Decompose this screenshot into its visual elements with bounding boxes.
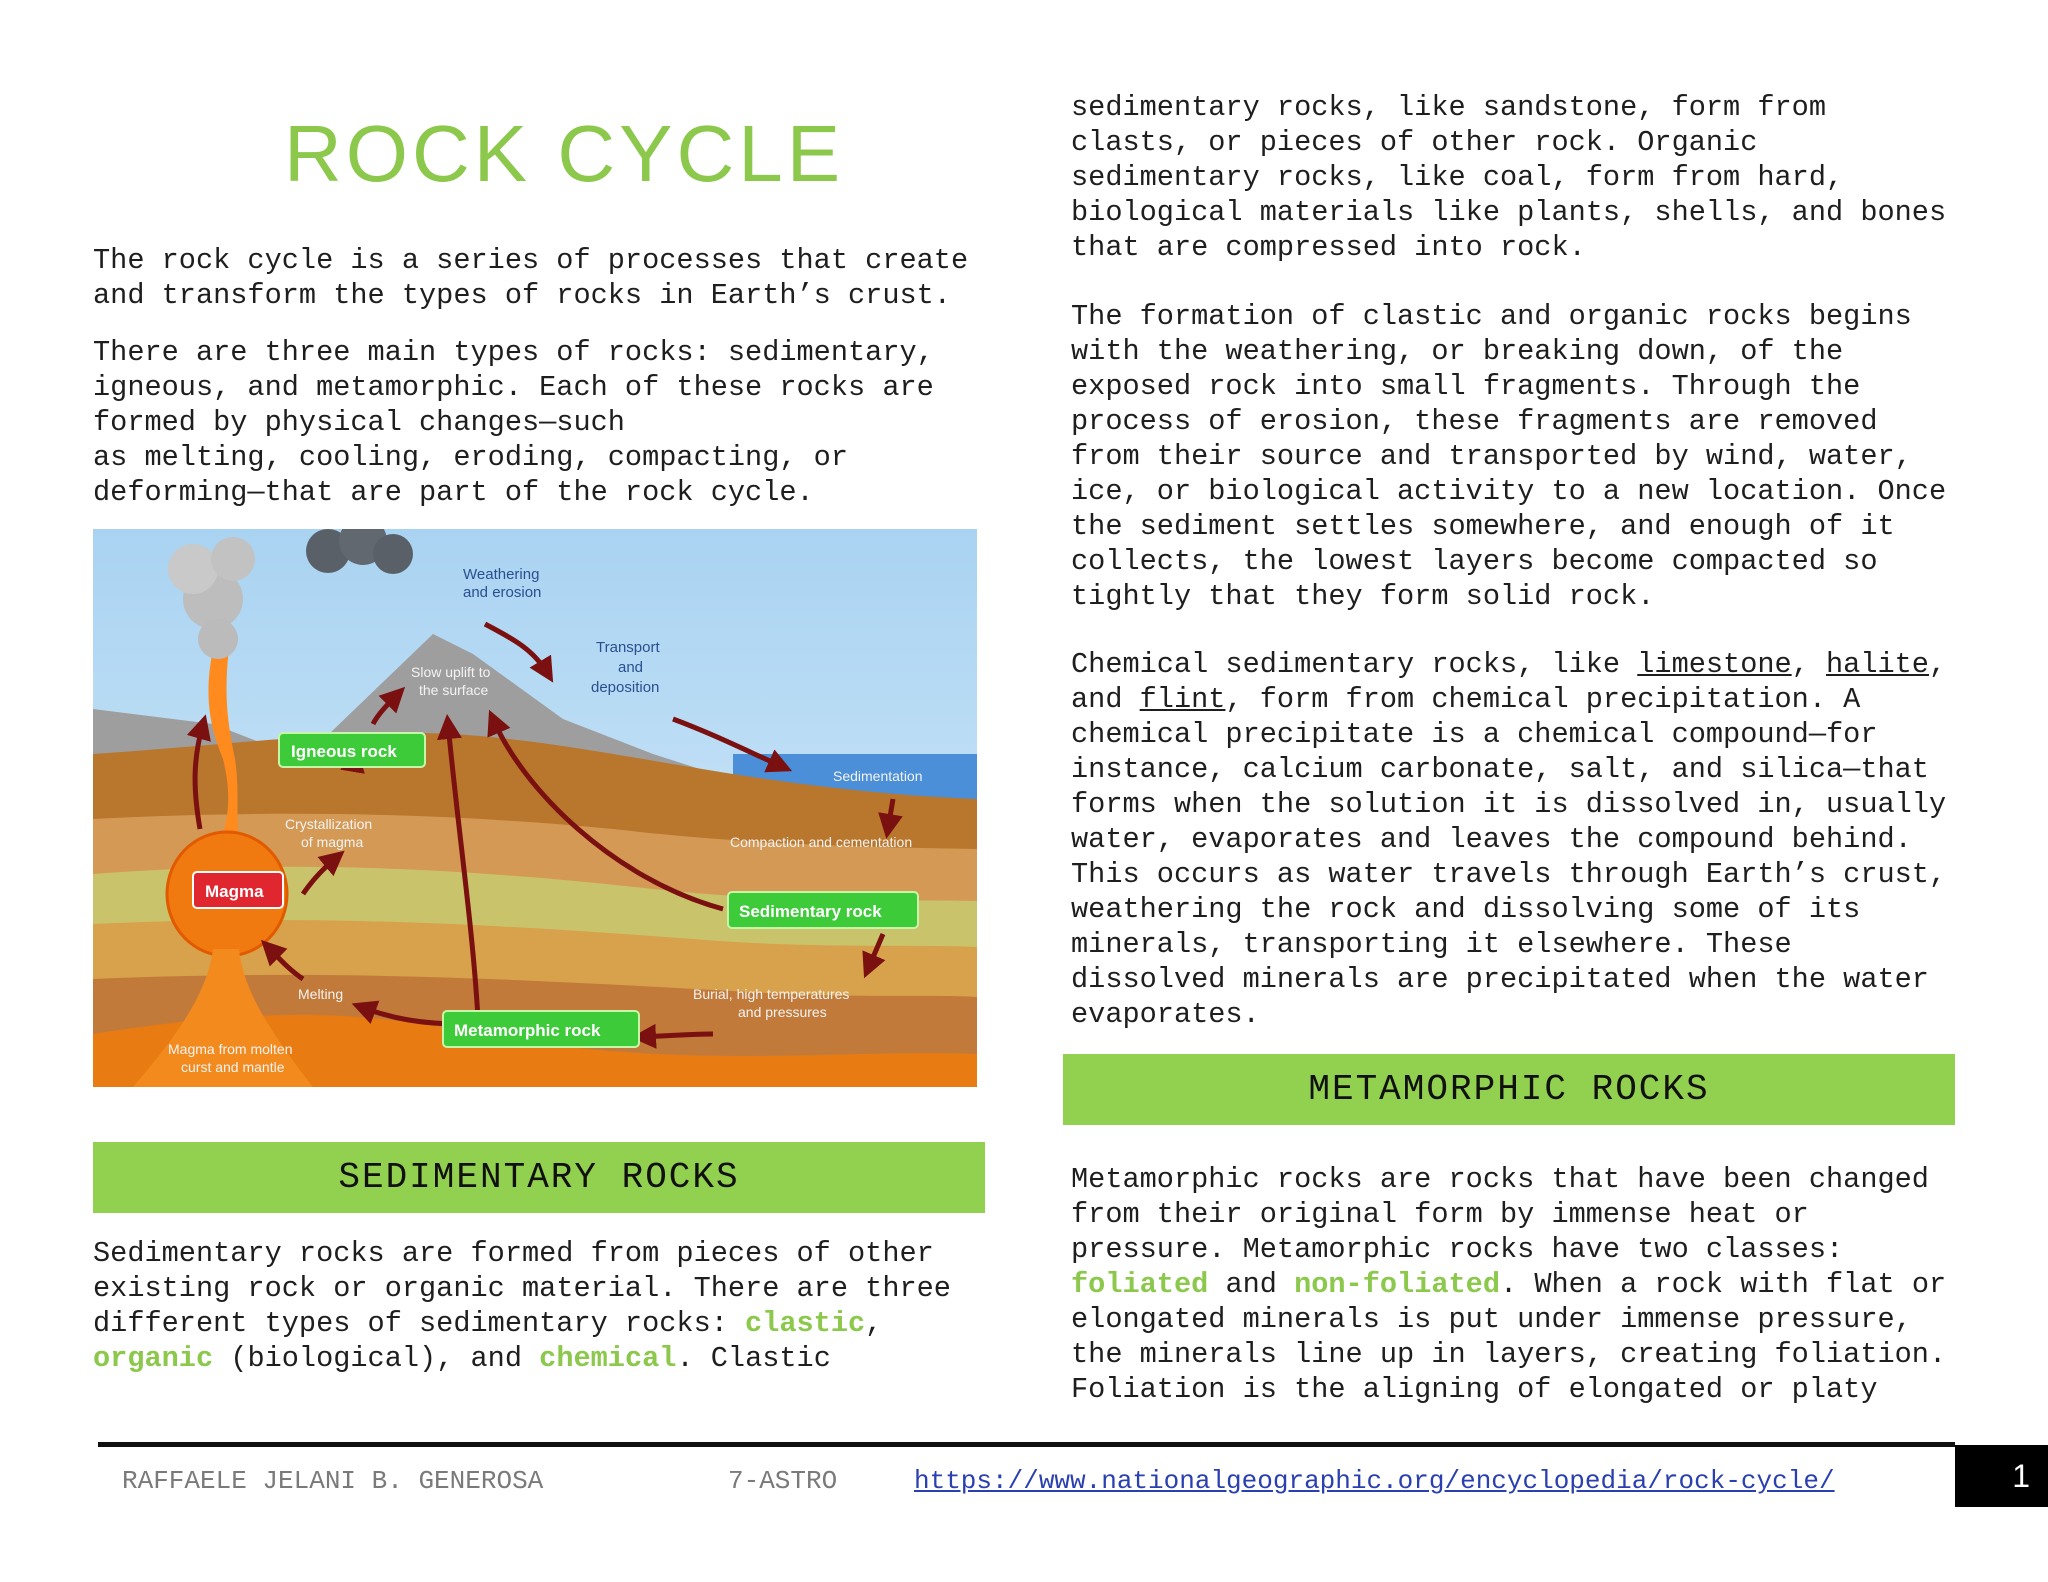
text-span: . Clastic xyxy=(676,1342,831,1375)
text-line: Metamorphic rocks are rocks that have been changed xyxy=(1071,1163,1929,1196)
weathering-label: and erosion xyxy=(463,584,542,601)
organic-term: organic xyxy=(93,1342,214,1375)
text-span: , form from chemical precipitation. A xyxy=(1225,683,1861,716)
text-line: existing rock or organic material. There are three xyxy=(93,1272,951,1305)
transport-label: deposition xyxy=(591,679,660,696)
magma-label: Magma xyxy=(205,882,264,901)
text-line: the sediment settles somewhere, and enough of it xyxy=(1071,510,1895,543)
metamorphic-heading: METAMORPHIC ROCKS xyxy=(1063,1054,1955,1125)
intro-paragraph-1 xyxy=(93,243,968,313)
crystallization-label: Crystallization xyxy=(285,816,373,832)
text-line xyxy=(93,1306,951,1341)
uplift-label: the surface xyxy=(419,682,489,698)
text-span: and xyxy=(1071,683,1140,716)
text-line: weathering the rock and dissolving some of its xyxy=(1071,893,1861,926)
text-line: water, evaporates and leaves the compound behind. xyxy=(1071,823,1912,856)
sedimentation-label: Sedimentation xyxy=(833,768,923,784)
text-line: evaporates. xyxy=(1071,998,1260,1031)
text-span: different types of sedimentary rocks: xyxy=(93,1307,746,1340)
text-line: chemical precipitate is a chemical compound—for xyxy=(1071,718,1878,751)
crystallization-label: of magma xyxy=(301,834,364,850)
source-link[interactable]: https://www.nationalgeographic.org/encyclopedia/rock-cycle/ xyxy=(914,1466,1835,1496)
text-span: Chemical sedimentary rocks, like xyxy=(1071,648,1638,681)
melting-label: Melting xyxy=(298,986,344,1002)
rock-cycle-illustration xyxy=(93,529,977,1087)
text-line: instance, calcium carbonate, salt, and silica—that xyxy=(1071,753,1929,786)
class-section: 7-ASTRO xyxy=(728,1466,838,1496)
text-line: igneous, and metamorphic. Each of these rocks are xyxy=(93,371,934,404)
burial-label: and pressures xyxy=(738,1004,827,1020)
text-span: . When a rock with flat or xyxy=(1500,1268,1947,1301)
page-number: 1 xyxy=(1955,1445,2048,1507)
uplift-label: Slow uplift to xyxy=(411,664,491,680)
intro-paragraph-2 xyxy=(93,335,934,510)
text-line: formed by physical changes—such xyxy=(93,406,625,439)
metamorphic-paragraph xyxy=(1071,1162,1946,1407)
magma-source-label: Magma from molten xyxy=(168,1041,293,1057)
text-line: from their original form by immense heat or xyxy=(1071,1198,1809,1231)
text-line: and transform the types of rocks in Earth’s crust. xyxy=(93,279,951,312)
flint-link[interactable]: flint xyxy=(1139,683,1226,716)
author-name: RAFFAELE JELANI B. GENEROSA xyxy=(122,1466,544,1496)
halite-link[interactable]: halite xyxy=(1826,648,1929,681)
non-foliated-term: non-foliated xyxy=(1294,1268,1500,1301)
metamorphic-label: Metamorphic rock xyxy=(454,1021,601,1040)
text-line: minerals, transporting it elsewhere. These xyxy=(1071,928,1792,961)
clastic-term: clastic xyxy=(745,1307,866,1340)
text-line: with the weathering, or breaking down, of the xyxy=(1071,335,1844,368)
text-span: , xyxy=(1791,648,1827,681)
text-line: tightly that they form solid rock. xyxy=(1071,580,1655,613)
text-line: the minerals line up in layers, creating foliation. xyxy=(1071,1338,1947,1371)
sedimentary-heading: SEDIMENTARY ROCKS xyxy=(93,1142,985,1213)
magma-source-label: curst and mantle xyxy=(181,1059,285,1075)
text-span: (biological), and xyxy=(213,1342,540,1375)
clastic-organic-paragraph xyxy=(1071,90,1946,265)
rock-cycle-diagram xyxy=(93,529,977,1087)
burial-label: Burial, high temperatures xyxy=(693,986,850,1002)
weathering-label: Weathering xyxy=(463,566,540,583)
text-span: , xyxy=(1928,648,1947,681)
transport-label: Transport xyxy=(596,639,660,656)
text-line: pressure. Metamorphic rocks have two classes: xyxy=(1071,1233,1844,1266)
limestone-link[interactable]: limestone xyxy=(1637,648,1792,681)
foliated-term: foliated xyxy=(1071,1268,1209,1301)
text-line: biological materials like plants, shells, and bones xyxy=(1071,196,1947,229)
igneous-label: Igneous rock xyxy=(291,742,397,761)
text-line: forms when the solution it is dissolved in, usually xyxy=(1071,788,1947,821)
text-line: ice, or biological activity to a new location. Once xyxy=(1071,475,1947,508)
text-line: The rock cycle is a series of processes that create xyxy=(93,244,969,277)
text-line: This occurs as water travels through Earth’s crust, xyxy=(1071,858,1947,891)
text-line: from their source and transported by wind, water, xyxy=(1071,440,1912,473)
transport-label: and xyxy=(618,659,644,676)
text-line: deforming—that are part of the rock cycle. xyxy=(93,476,814,509)
sedimentary-label: Sedimentary rock xyxy=(739,902,882,921)
text-line xyxy=(1071,682,1946,717)
text-line: There are three main types of rocks: sedimentary, xyxy=(93,336,934,369)
footer-divider xyxy=(98,1442,1955,1447)
formation-paragraph xyxy=(1071,299,1946,614)
text-line: elongated minerals is put under immense pressure, xyxy=(1071,1303,1912,1336)
text-line xyxy=(1071,647,1946,682)
sedimentary-paragraph xyxy=(93,1236,951,1376)
text-line: collects, the lowest layers become compacted so xyxy=(1071,545,1878,578)
text-span: , xyxy=(865,1307,883,1340)
text-line: process of erosion, these fragments are removed xyxy=(1071,405,1878,438)
text-line: sedimentary rocks, like coal, form from hard, xyxy=(1071,161,1844,194)
text-line: exposed rock into small fragments. Through the xyxy=(1071,370,1861,403)
text-line: Sedimentary rocks are formed from pieces of other xyxy=(93,1237,934,1270)
text-line: sedimentary rocks, like sandstone, form from xyxy=(1071,91,1826,124)
text-span: and xyxy=(1208,1268,1295,1301)
text-line: dissolved minerals are precipitated when the water xyxy=(1071,963,1929,996)
chemical-paragraph xyxy=(1071,647,1946,1032)
text-line: The formation of clastic and organic rocks begins xyxy=(1071,300,1912,333)
compaction-label: Compaction and cementation xyxy=(730,834,913,850)
text-line: that are compressed into rock. xyxy=(1071,231,1586,264)
text-line xyxy=(93,1341,951,1376)
chemical-term: chemical xyxy=(539,1342,677,1375)
page-title: ROCK CYCLE xyxy=(284,109,845,198)
text-line: as melting, cooling, eroding, compacting, or xyxy=(93,441,848,474)
text-line xyxy=(1071,1267,1946,1302)
text-line: Foliation is the aligning of elongated or platy xyxy=(1071,1373,1878,1406)
text-line: clasts, or pieces of other rock. Organic xyxy=(1071,126,1758,159)
